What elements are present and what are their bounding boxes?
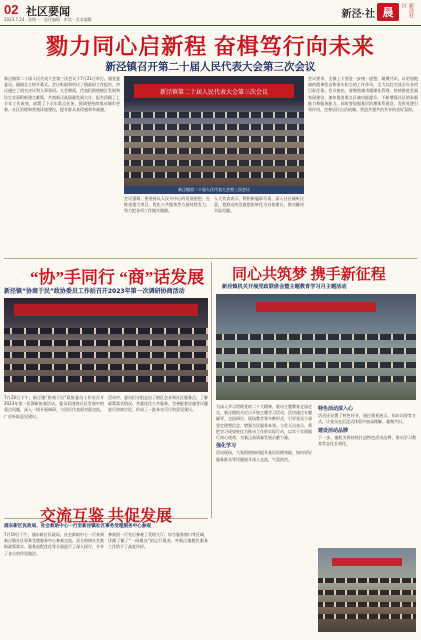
section-divider: [4, 258, 417, 259]
lead-text-col2: 会议强调，要坚持以人民为中心的发展思想，在推进重大项目、优化公共服务等方面持续发力，努力把各项工作做实做细。: [124, 196, 210, 214]
article-c-subheadline: 新泾镇机关开展党政联席会暨主题教育学习月主题活动: [222, 284, 347, 290]
lead-text-col3: 人大代表表示，将积极履职尽责，深入社区倾听民意，把群众的急难愁盼转化为具体建议，推动解决实际问题。: [214, 196, 304, 214]
article-b-headline: “协”手同行 “商”话发展: [30, 268, 205, 287]
article-c-paragraph-3: 活动还设置了特色环节，通过情景展示、知识问答等方式，让党员在沉浸式体验中加深理解、凝聚共识。: [318, 413, 416, 425]
lead-photo: [124, 76, 304, 186]
article-c-photo-2: [318, 548, 416, 632]
article-c-text-col2: [318, 404, 416, 544]
article-b-subheadline: 新泾镇“协商于民”政协委员工作站召开2023年第一次调研协商活动: [4, 288, 185, 295]
article-d-headline: 交流互鉴 共促发展: [40, 508, 173, 525]
article-b-text-col1: 7月20日下午，新泾镇“协商于民”政协委员工作站召开2023年第一次调研协商活动。委员们围绕社区发展中的重点问题，深入一线开展调研，与居民代表面对面交流，广泛听取意见建议。: [4, 395, 104, 419]
lead-subheadline: 新泾镇召开第二十届人民代表大会第三次会议: [105, 61, 316, 73]
article-c-headline: 同心共筑梦 携手新征程: [232, 267, 386, 283]
article-b-text-col2: 活动中，委员们分组走访了辖区企业和社区服务点，了解政策落实情况，并就优化公共服务、完善配套设施等议题进行协商讨论，形成了一批务实可行的意见建议。: [108, 395, 208, 413]
lead-text-col4: 会议要求，全镇上下要进一步统一思想、凝聚共识，以更加饱满的精神状态和务实担当的工作作风，全力以赴完成全年各项目标任务。会议指出，要聚焦城市精细化管理，持续推进美丽家园建设，加快推进重点区域功能提升，不断增强社区的承载能力和服务能力。同时要加强基层治理体系建设，发挥党建引领作用，完善居民自治机制，营造共建共治共享的良好氛围。: [308, 76, 418, 113]
brand-sub: 新泾社区: [401, 3, 414, 18]
article-c-subhead-1: 强化学习: [216, 443, 237, 450]
lead-text-col1: 新泾镇第二十届人民代表大会第三次会议于7月21日举行。镇党委委员、副镇长主持开幕式。会议听取和审议了镇政府工作报告，审议通过了相关决议和人事事项。大会期间，代表们围绕辖区发展和民生实事积极建言献策，共商新泾高质量发展大计。报告回顾了上半年工作成效，部署了下半年重点任务，强调要持续推动城市更新、社区治理和营商环境建设，提升群众获得感和幸福感。: [4, 76, 120, 113]
article-d-subheadline: 浦东新区民政局、社会救助中心一行至新泾镇社区事务受理服务中心参观: [4, 524, 152, 529]
brand: [342, 2, 415, 22]
article-c-subhead-3: 建设活动品牌: [318, 427, 349, 434]
article-c-paragraph-2: 活动现场，大家围绕如何提升基层治理效能、如何更好服务群众等话题展开深入交流，气氛热烈。: [216, 450, 312, 462]
lead-photo-banner: 新泾镇第二十届人民代表大会第三次会议: [134, 84, 294, 98]
section-title: 社区要闻: [26, 6, 70, 18]
article-d-text-col2: 参观团一行先后参观了受理大厅、综合服务窗口等区域，详细了解了“一网通办”的运行情况，对新泾镇便民服务工作给予了高度评价。: [108, 532, 208, 550]
article-c-paragraph-4: 下一步，镇机关将持续打造特色活动品牌，推动学习教育常态化长效化。: [318, 434, 416, 447]
brand-logo: 晨: [377, 3, 399, 21]
brand-text: 新泾·社: [341, 8, 375, 20]
lead-photo-caption: 新泾镇第二十届人民代表大会第三次会议: [124, 186, 304, 194]
article-b-photo: [4, 298, 208, 392]
page-number: 02: [4, 2, 19, 17]
masthead: [0, 0, 421, 26]
article-c-paragraph-1: 为深入学习贯彻党的二十大精神，推动主题教育走深走实，新泾镇机关近日开展主题学习活动。活动通过专题辅导、交流研讨、现场教学等多种形式，引导党员干部坚定理想信念，增强为民服务本领。与会人员表示，将把学习成果转化为推动工作的实际行动，以实干实绩践行初心使命，为新泾高质量发展贡献力量。: [216, 404, 312, 441]
article-c-photo: [216, 294, 416, 400]
column-divider: [211, 262, 212, 518]
lead-headline: 勠力同心启新程 奋楫笃行向未来: [46, 34, 375, 59]
article-c-text-col1: [216, 404, 312, 636]
masthead-meta: 2023.7.24 · 星期一 · 责任编辑 · 审读 · 美术编辑: [4, 17, 92, 22]
article-c-subhead-2: 特色活动深入心: [318, 406, 354, 412]
article-d-text-col1: 7月19日下午，浦东新区民政局、社会救助中心一行来到新泾镇社区事务受理服务中心参观交流。双方围绕社会救助政策落实、服务流程优化等方面进行了深入探讨，分享了各自的经验做法。: [4, 532, 104, 556]
